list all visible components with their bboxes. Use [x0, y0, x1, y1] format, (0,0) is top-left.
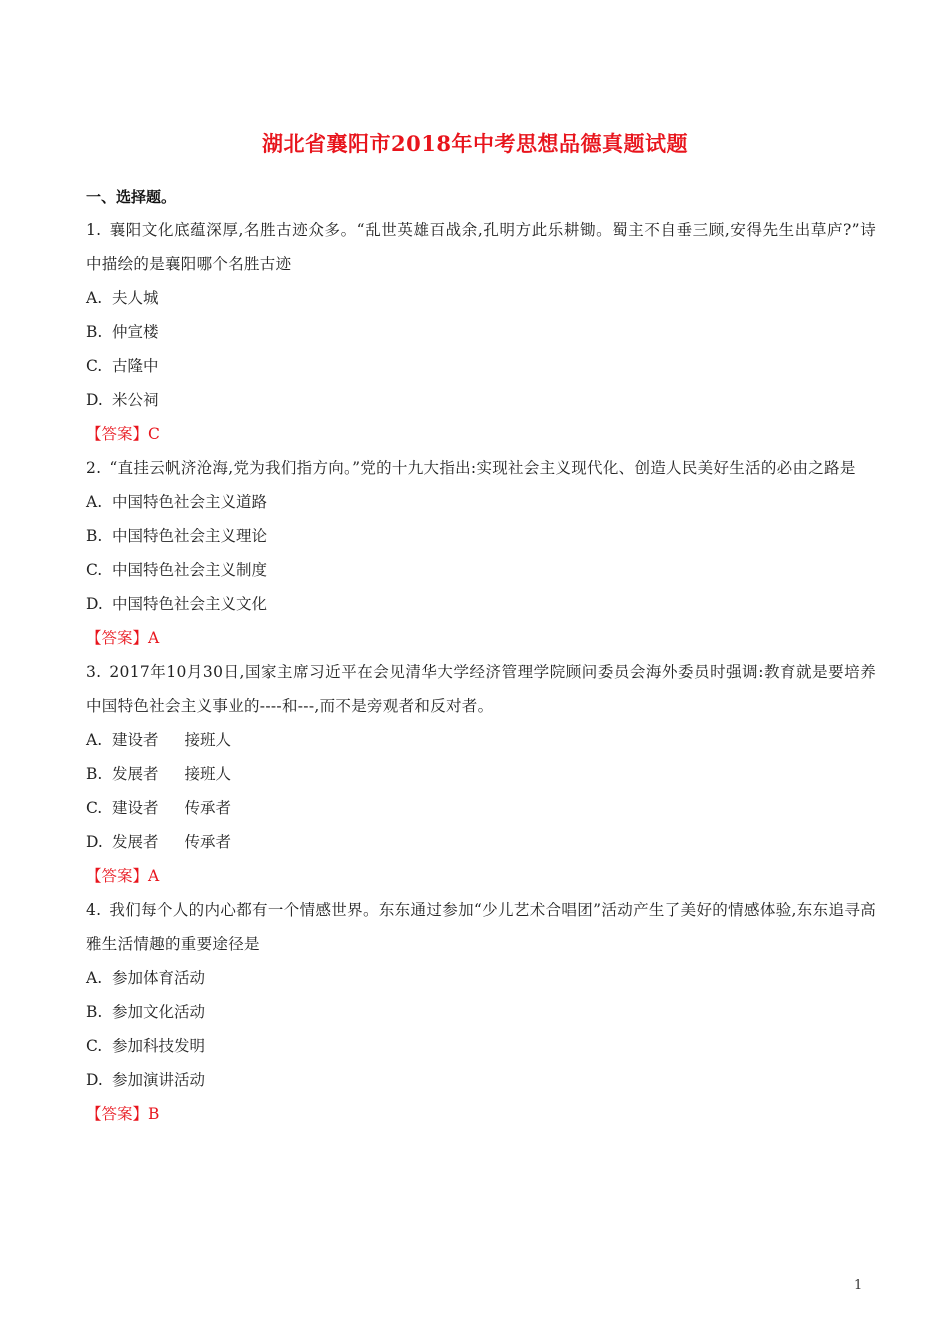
- question-number: 1.: [86, 221, 102, 239]
- option-text: 发展者: [112, 765, 159, 783]
- option-text: 中国特色社会主义道路: [112, 493, 268, 511]
- option-letter: B.: [86, 765, 103, 783]
- option-b: [86, 995, 876, 1029]
- answer-value: A: [148, 629, 160, 647]
- option-a: [86, 485, 876, 519]
- option-c: [86, 791, 876, 825]
- option-letter: B.: [86, 527, 103, 545]
- question-3: [86, 655, 876, 893]
- answer-label: 【答案】: [86, 629, 149, 647]
- document-title: 湖北省襄阳市2018年中考思想品德真题试题: [262, 131, 688, 156]
- option-c: [86, 349, 876, 383]
- answer-value: C: [148, 425, 160, 443]
- question-list: [86, 213, 876, 1131]
- question-number: 2.: [86, 459, 102, 477]
- question-2: [86, 451, 876, 655]
- option-letter: B.: [86, 323, 103, 341]
- option-letter: C.: [86, 357, 103, 375]
- option-text: 参加演讲活动: [112, 1071, 206, 1089]
- option-text: 仲宣楼: [112, 323, 159, 341]
- answer-value: A: [148, 867, 160, 885]
- page-number: 1: [854, 1278, 863, 1293]
- option-letter: D.: [86, 391, 103, 409]
- option-d: [86, 1063, 876, 1097]
- option-a: [86, 723, 876, 757]
- option-letter: D.: [86, 833, 103, 851]
- answer-line: [86, 417, 876, 451]
- question-1: [86, 213, 876, 451]
- option-text: 建设者: [112, 799, 159, 817]
- option-a: [86, 961, 876, 995]
- option-b: [86, 519, 876, 553]
- option-text: 参加体育活动: [112, 969, 206, 987]
- option-letter: A.: [86, 731, 103, 749]
- option-letter: C.: [86, 799, 103, 817]
- option-text-2: 传承者: [184, 833, 232, 851]
- question-stem: 我们每个人的内心都有一个情感世界。东东通过参加“少儿艺术合唱团”活动产生了美好的情感体验,东东追寻高雅生活情趣的重要途径是: [86, 901, 876, 953]
- option-letter: A.: [86, 289, 103, 307]
- option-d: [86, 825, 876, 859]
- answer-line: [86, 621, 876, 655]
- option-c: [86, 1029, 876, 1063]
- option-letter: B.: [86, 1003, 103, 1021]
- option-text: 夫人城: [112, 289, 159, 307]
- question-stem: 2017年10月30日,国家主席习近平在会见清华大学经济管理学院顾问委员会海外委员时强调:教育就是要培养中国特色社会主义事业的----和---,而不是旁观者和反对者。: [86, 663, 876, 715]
- option-text-2: 接班人: [184, 765, 232, 783]
- question-number: 3.: [86, 663, 102, 681]
- option-letter: A.: [86, 493, 103, 511]
- question-stem: 襄阳文化底蕴深厚,名胜古迹众多。“乱世英雄百战余,孔明方此乐耕锄。蜀主不自垂三顾,安得先生出草庐?”诗中描绘的是襄阳哪个名胜古迹: [86, 221, 876, 273]
- question-stem: “直挂云帆济沧海,党为我们指方向。”党的十九大指出:实现社会主义现代化、创造人民美好生活的必由之路是: [109, 459, 856, 477]
- option-text: 中国特色社会主义文化: [112, 595, 268, 613]
- option-text-2: 传承者: [184, 799, 232, 817]
- option-text: 建设者: [112, 731, 159, 749]
- answer-value: B: [148, 1105, 160, 1123]
- answer-line: [86, 859, 876, 893]
- answer-label: 【答案】: [86, 1105, 149, 1123]
- option-c: [86, 553, 876, 587]
- option-letter: C.: [86, 1037, 103, 1055]
- option-text: 古隆中: [112, 357, 159, 375]
- section-heading: 一、选择题。: [86, 188, 177, 206]
- option-text: 参加科技发明: [112, 1037, 206, 1055]
- answer-line: [86, 1097, 876, 1131]
- option-letter: D.: [86, 1071, 103, 1089]
- question-4: [86, 893, 876, 1131]
- option-a: [86, 281, 876, 315]
- option-text: 中国特色社会主义理论: [112, 527, 268, 545]
- option-text: 米公祠: [112, 391, 159, 409]
- answer-label: 【答案】: [86, 425, 149, 443]
- option-text: 中国特色社会主义制度: [112, 561, 268, 579]
- option-text-2: 接班人: [184, 731, 232, 749]
- option-d: [86, 383, 876, 417]
- option-letter: C.: [86, 561, 103, 579]
- question-number: 4.: [86, 901, 102, 919]
- option-letter: A.: [86, 969, 103, 987]
- option-d: [86, 587, 876, 621]
- option-b: [86, 315, 876, 349]
- option-text: 参加文化活动: [112, 1003, 206, 1021]
- option-text: 发展者: [112, 833, 159, 851]
- option-letter: D.: [86, 595, 103, 613]
- option-b: [86, 757, 876, 791]
- answer-label: 【答案】: [86, 867, 149, 885]
